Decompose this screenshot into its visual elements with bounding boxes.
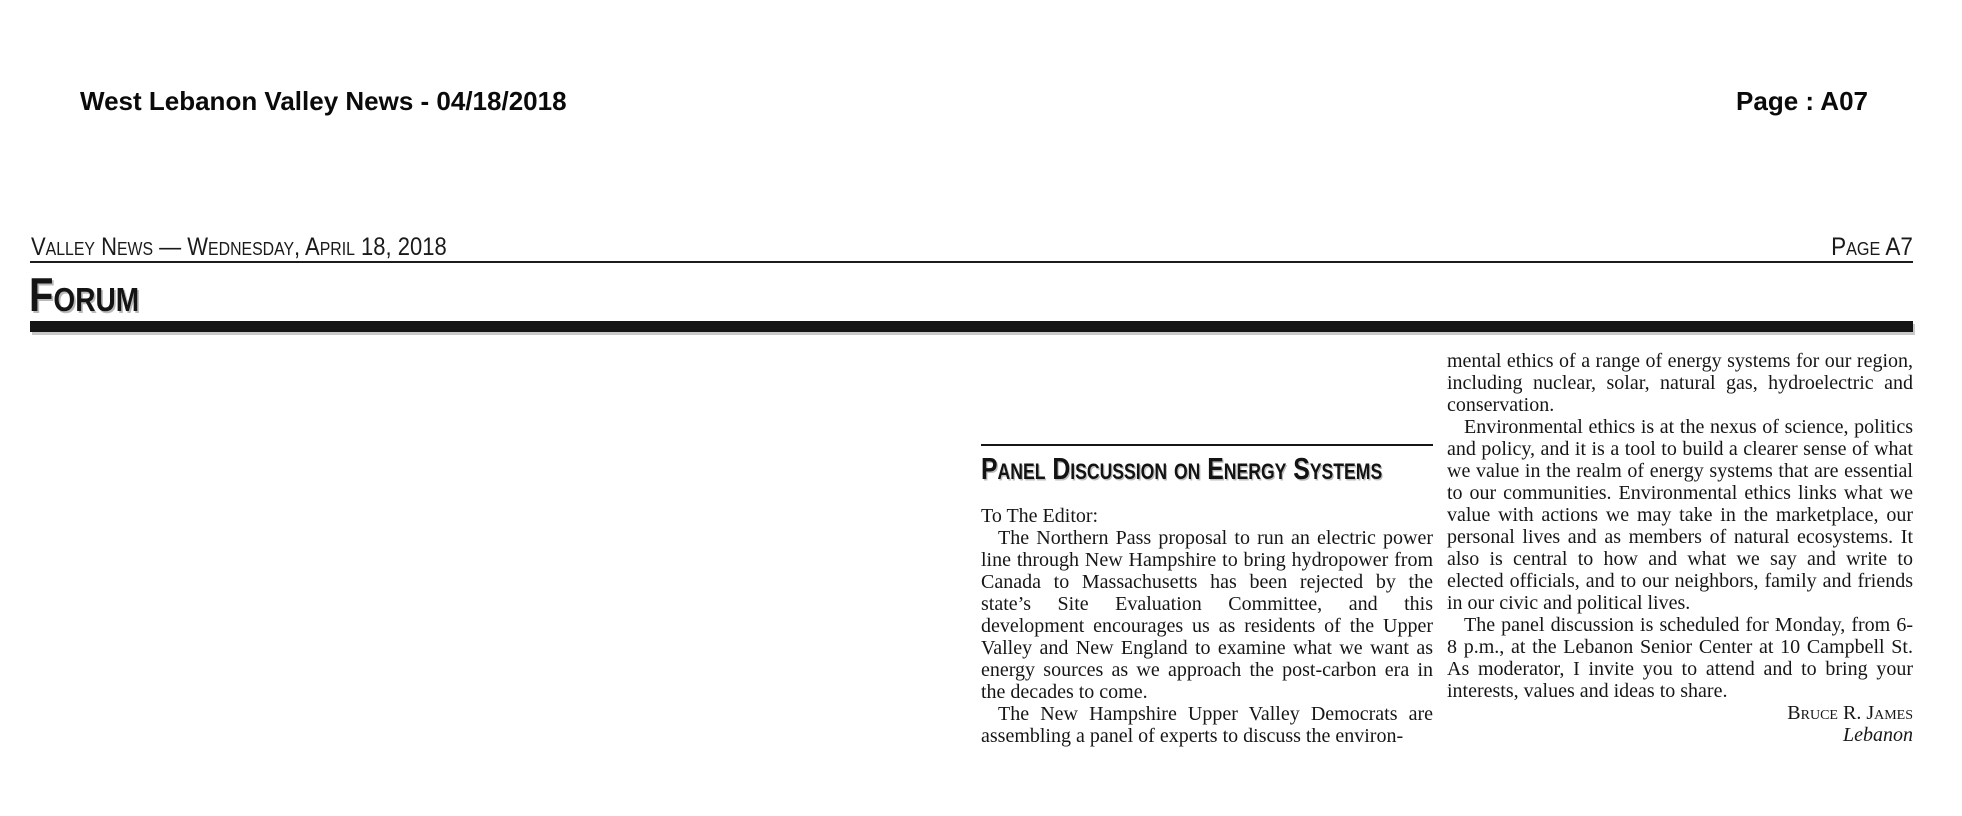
masthead-page: Page A7 [1831, 233, 1913, 261]
article-paragraph: mental ethics of a range of energy systems for our region, including nuclear, solar, natural gas, hydroelectric and conservation. [1447, 350, 1913, 416]
article-column-1 [981, 444, 1433, 747]
signature-place: Lebanon [1843, 724, 1913, 746]
section-title: Forum [29, 268, 140, 321]
article-col1-paragraphs [981, 527, 1433, 747]
article-paragraph: The New Hampshire Upper Valley Democrats are assembling a panel of experts to discuss the environ- [981, 703, 1433, 747]
signature-name: Bruce R. James [1787, 702, 1913, 724]
article-paragraph: Environmental ethics is at the nexus of science, politics and policy, and it is a tool to build a clearer sense of what we value in the realm of energy systems that are essential to our communities. Environmental ethics links what we value with actions we may take in the marketplace, our personal lives and as members of natural ecosystems. It also is central to how and what we say and write to elected officials, and to our neighbors, family and friends in our civic and political lives. [1447, 416, 1913, 614]
masthead-rule [30, 261, 1913, 263]
article-headline: Panel Discussion on Energy Systems [981, 451, 1383, 486]
article-salutation: To The Editor: [981, 505, 1099, 527]
masthead-date: Valley News — Wednesday, April 18, 2018 [31, 233, 447, 261]
article-paragraph: The Northern Pass proposal to run an electric power line through New Hampshire to bring hydropower from Canada to Massachusetts has been rejected by the state’s Site Evaluation Committee, and this development encourages us as residents of the Upper Valley and New England to examine what we want as energy sources as we approach the post-carbon era in the decades to come. [981, 527, 1433, 703]
article-signature [1447, 702, 1913, 746]
export-page-label: Page : A07 [1736, 86, 1868, 116]
article-paragraph: The panel discussion is scheduled for Monday, from 6-8 p.m., at the Lebanon Senior Center at 10 Campbell St. As moderator, I invite you to attend and to bring your interests, values and ideas to share. [1447, 614, 1913, 702]
section-rule [30, 321, 1913, 332]
export-title: West Lebanon Valley News - 04/18/2018 [80, 86, 567, 116]
article-headline-block [981, 444, 1433, 484]
article-column-2 [1447, 350, 1913, 746]
article-col2-paragraphs [1447, 350, 1913, 702]
